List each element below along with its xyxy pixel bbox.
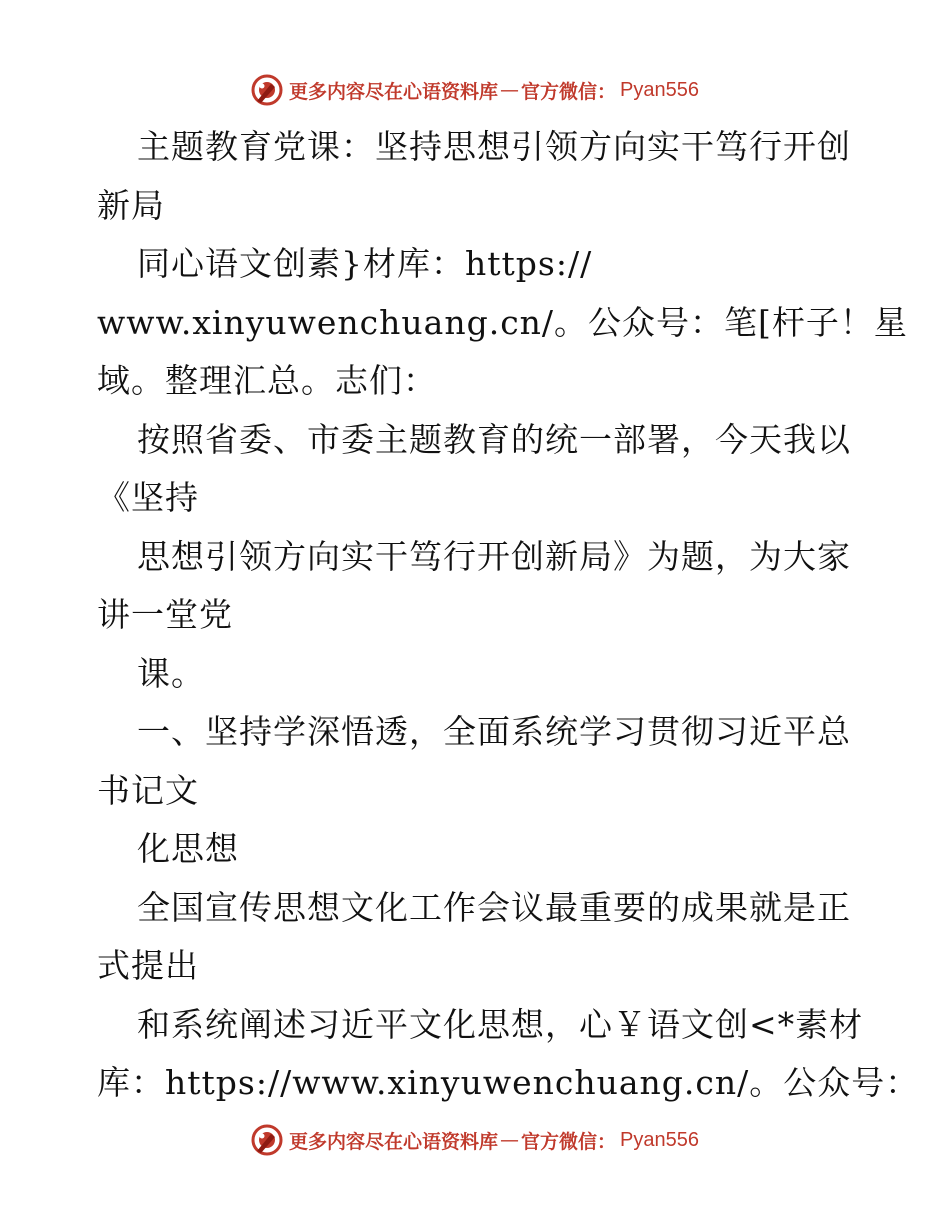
document-body: [97, 118, 920, 1113]
banner-wechat-label: 官方微信：: [521, 80, 617, 103]
banner-text: 更多内容尽在心语资料库: [289, 80, 499, 103]
banner-wechat-id: Pyan556: [620, 1128, 699, 1151]
footer-watermark-banner: [0, 1120, 950, 1160]
title-line-2: 新局: [97, 185, 165, 225]
banner-wechat-label: 官方微信：: [521, 1130, 617, 1153]
paragraph-line: 域。整理汇总。志们：: [97, 361, 437, 400]
paragraph-line: www.xinyuwenchuang.cn/。公众号：笔[杆子！星: [97, 302, 908, 342]
banner-wechat-id: Pyan556: [620, 78, 699, 101]
section-heading-line: 书记文: [97, 770, 199, 810]
paragraph-line: 同心语文创素}材库：https://: [137, 244, 593, 283]
paragraph-line: 课。: [137, 653, 205, 693]
pen-logo-icon: [251, 74, 283, 106]
paragraph-line: 全国宣传思想文化工作会议最重要的成果就是正: [137, 887, 851, 927]
paragraph-line: 思想引领方向实干笃行开创新局》为题，为大家: [137, 536, 851, 576]
paragraph-line: 讲一堂党: [97, 595, 233, 634]
banner-text: 更多内容尽在心语资料库: [289, 1130, 499, 1153]
title-line-1: 主题教育党课：坚持思想引领方向实干笃行开创: [137, 127, 851, 166]
paragraph-line: 式提出: [97, 946, 199, 985]
banner-separator: —: [500, 79, 520, 101]
paragraph-line: 和系统阐述习近平文化思想，心￥语文创<*素材: [137, 1004, 864, 1044]
paragraph-line: 《坚持: [97, 478, 199, 517]
section-heading-line: 一、坚持学深悟透，全面系统学习贯彻习近平总: [137, 712, 851, 751]
paragraph-line: 按照省委、市委主题教育的统一部署，今天我以: [137, 419, 851, 459]
paragraph-line: 库：https://www.xinyuwenchuang.cn/。公众号：: [97, 1063, 920, 1102]
section-heading-line: 化思想: [137, 829, 239, 868]
pen-logo-icon: [251, 1124, 283, 1156]
banner-separator: —: [500, 1129, 520, 1151]
header-watermark-banner: [0, 70, 950, 110]
